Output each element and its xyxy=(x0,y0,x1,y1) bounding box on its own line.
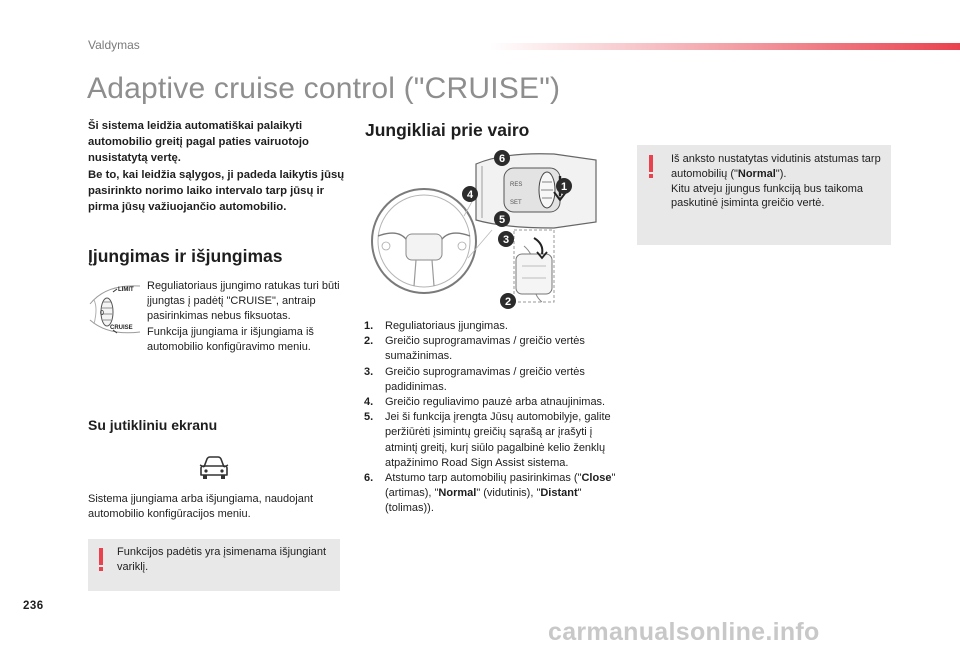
info-right-text: Iš anksto nustatytas vidutinis atstumas tarp automobilių ("Normal"). Kitu atveju įjungus funkciją bus taikoma paskutinė įsiminta greičio vertė. xyxy=(671,153,881,210)
legend-item: 1. Reguliatoriaus įjungimas. xyxy=(364,320,508,332)
car-icon xyxy=(197,455,231,481)
intro-line-1: Ši sistema leidžia automatiškai palaikyti automobilio greitį pagal paties vairuotojo nusistatytą vertę. xyxy=(88,120,309,165)
info-left-text: Funkcijos padėtis yra įsimenama išjungiant variklį. xyxy=(117,546,327,573)
onoff-line-1: Reguliatoriaus įjungimo ratukas turi būti įjungtas į padėtį "CRUISE", antraip pasirinkimas nebus fiksuotas. xyxy=(147,280,340,323)
switch-label-cruise: CRUISE xyxy=(110,325,133,331)
onoff-text xyxy=(147,279,347,355)
page-number: 236 xyxy=(23,600,44,612)
svg-text:6: 6 xyxy=(498,153,506,165)
switch-label-zero: 0 xyxy=(100,310,104,317)
callout-1 xyxy=(556,178,572,194)
svg-text:2: 2 xyxy=(504,296,512,308)
watermark: carmanualsonline.info xyxy=(548,618,820,646)
svg-text:RES: RES xyxy=(510,182,523,188)
legend-item: 6. Atstumo tarp automobilių pasirinkimas ("Close" (artimas), "Normal" (vidutinis), "Distant" (tolimas)). xyxy=(364,472,616,515)
info-marker-bar xyxy=(99,548,103,565)
info-marker-bar xyxy=(649,155,653,172)
callout-4 xyxy=(462,186,478,202)
svg-text:4: 4 xyxy=(466,189,474,201)
callout-5 xyxy=(494,211,510,227)
callout-6 xyxy=(494,150,510,166)
legend-item: 5. Jei ši funkcija įrengta Jūsų automobilyje, galite peržiūrėti įsimintų greičių sąrašą ar įrašyti į atmintį greitį, kurį siūlo pagalbinė kelio ženklų atpažinimo Road Sign Assist sistema. xyxy=(364,411,611,469)
callout-3 xyxy=(498,231,514,247)
cruise-switch-illustration xyxy=(86,280,144,336)
legend-item: 4. Greičio reguliavimo pauzė arba atnaujinimas. xyxy=(364,396,606,409)
onoff-line-2: Funkcija įjungiama ir išjungiama iš automobilio konfigūravimo meniu. xyxy=(147,325,314,353)
controls-legend xyxy=(364,319,626,517)
info-box-right xyxy=(637,145,891,245)
controls-heading: Jungikliai prie vairo xyxy=(365,120,530,140)
svg-text:SET: SET xyxy=(510,200,522,206)
info-marker-dot xyxy=(99,567,103,571)
intro-line-2: Be to, kai leidžia sąlygos, ji padeda laikytis jūsų pasirinkto norimo laiko intervalo tarp jūsų ir pirma jūsų važiuojančio automobilio. xyxy=(88,168,345,214)
steering-wheel-illustration xyxy=(364,146,604,316)
legend-item: 3. Greičio suprogramavimas / greičio vertės padidinimas. xyxy=(364,365,585,393)
svg-text:3: 3 xyxy=(502,234,510,246)
section-label: Valdymas xyxy=(88,38,140,52)
intro-text xyxy=(88,118,350,215)
onoff-heading: Įjungimas ir išjungimas xyxy=(88,246,283,266)
page-title: Adaptive cruise control ("CRUISE") xyxy=(87,72,561,105)
svg-text:1: 1 xyxy=(560,181,568,193)
info-marker-dot xyxy=(649,174,653,178)
switch-label-limit: LIMIT xyxy=(118,287,134,293)
info-box-left xyxy=(88,539,340,591)
touchscreen-heading: Su jutikliniu ekranu xyxy=(88,417,218,433)
header-accent-bar xyxy=(490,43,960,50)
legend-item: 2. Greičio suprogramavimas / greičio vertės sumažinimas. xyxy=(364,335,585,363)
callout-2 xyxy=(500,293,516,309)
svg-text:5: 5 xyxy=(498,214,506,226)
touchscreen-text: Sistema įjungiama arba išjungiama, naudojant automobilio konfigūracijos meniu. xyxy=(88,493,314,520)
